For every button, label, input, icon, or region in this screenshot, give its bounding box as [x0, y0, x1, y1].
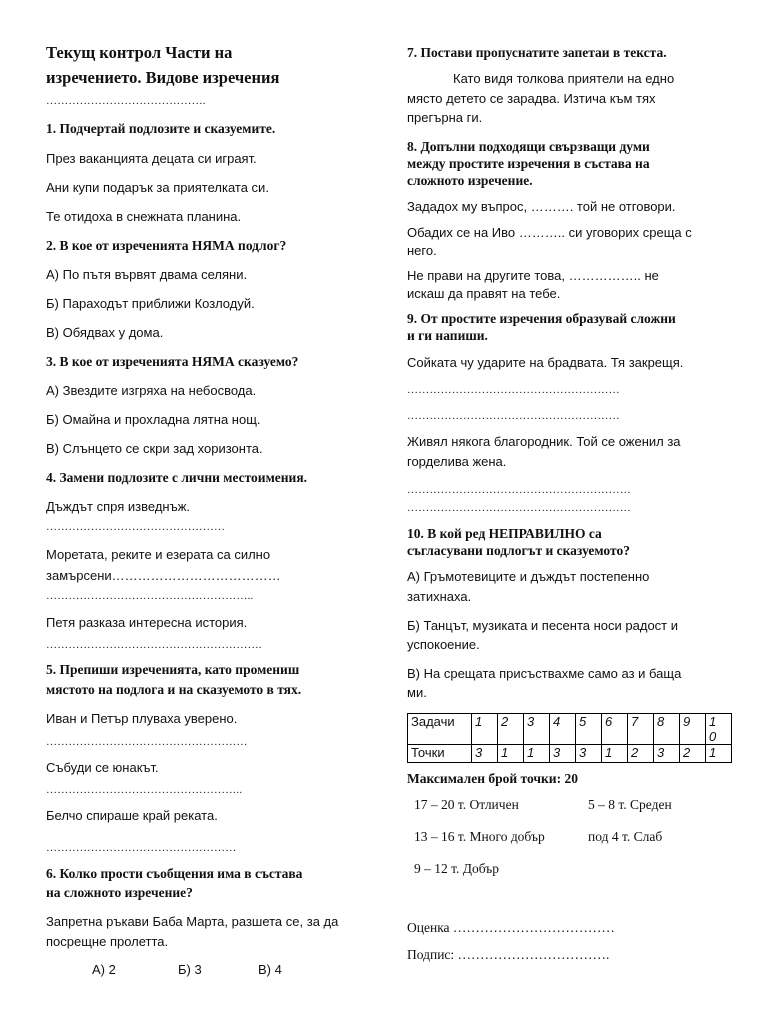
q6-option-b[interactable]: Б) 3 — [178, 962, 202, 977]
q9-answer-line-4[interactable]: …………………………………………………… — [407, 502, 631, 514]
q5-answer-line-2[interactable]: …………………………………………….. — [46, 784, 243, 796]
q6-text-line1: Запретна ръкави Баба Марта, разшета се, за да — [46, 914, 339, 929]
q1-item-3: Те отидоха в снежната планина. — [46, 209, 242, 224]
q4-sentence-2-line1: Моретата, реките и езерата са силно — [46, 547, 271, 562]
q5-sentence-2: Събуди се юнакът. — [46, 760, 159, 775]
task-points: 3 — [550, 745, 576, 763]
q9-sentence-1: Сойката чу ударите на брадвата. Тя закрещя. — [407, 355, 684, 370]
q3-option-a: А) Звездите изгряха на небосвода. — [46, 383, 257, 398]
q6-text-line2: посрещне пролетта. — [46, 934, 169, 949]
tasks-label: Задачи — [408, 714, 472, 745]
q4-heading: 4. Замени подлозите с лични местоимения. — [46, 470, 308, 485]
q9-answer-line-2[interactable]: ………………………………………………… — [407, 410, 620, 422]
q8-sentence-2-line2: него. — [407, 243, 437, 258]
q1-item-2: Ани купи подарък за приятелката си. — [46, 180, 269, 195]
q4-sentence-3: Петя разказа интересна история. — [46, 615, 248, 630]
q5-sentence-3: Белчо спираше край реката. — [46, 808, 218, 823]
q5-sentence-1: Иван и Петър плуваха уверено. — [46, 711, 238, 726]
task-number: 1 0 — [706, 714, 732, 745]
q8-sentence-3-line1: Не прави на другите това, …………….. не — [407, 268, 659, 283]
q5-answer-line-1[interactable]: ……………………………………………… — [46, 736, 248, 748]
q7-text-line1: Като видя толкова приятели на едно — [453, 71, 675, 86]
grade-very-good: 13 – 16 т. Много добър — [414, 829, 545, 844]
q7-text-line2: място детето се зарадва. Изтича към тях — [407, 91, 656, 106]
grade-poor: под 4 т. Слаб — [588, 829, 663, 844]
q4-answer-line-1[interactable]: ………………………………………… — [46, 521, 226, 533]
score-table-tasks-row — [408, 714, 732, 745]
task-number: 2 — [498, 714, 524, 745]
task-points: 3 — [472, 745, 498, 763]
task-points: 1 — [602, 745, 628, 763]
q8-heading-line2: между простите изречения в състава на — [407, 156, 650, 171]
q10-option-c-line2: ми. — [407, 685, 427, 700]
task-number: 5 — [576, 714, 602, 745]
task-points: 2 — [680, 745, 706, 763]
task-number: 8 — [654, 714, 680, 745]
q4-sentence-2-line2: замърсени………………………………… — [46, 568, 281, 583]
q5-heading-line2: мястото на подлога и на сказуемото в тях. — [46, 682, 302, 697]
q6-option-a[interactable]: А) 2 — [92, 962, 116, 977]
page-title-line2: изречението. Видове изречения — [46, 68, 280, 87]
q8-heading-line1: 8. Допълни подходящи свързващи думи — [407, 139, 650, 154]
q4-answer-line-3[interactable]: …………………………………………………. — [46, 639, 262, 651]
grade-average: 5 – 8 т. Среден — [588, 797, 672, 812]
task-points: 3 — [576, 745, 602, 763]
q9-answer-line-3[interactable]: …………………………………………………… — [407, 484, 631, 496]
task-number: 6 — [602, 714, 628, 745]
task-points: 1 — [524, 745, 550, 763]
q2-option-a: А) По пътя вървят двама селяни. — [46, 267, 248, 282]
q3-option-b: Б) Омайна и прохладна лятна нощ. — [46, 412, 261, 427]
task-number: 9 — [680, 714, 706, 745]
q2-heading: 2. В кое от изреченията НЯМА подлог? — [46, 238, 287, 253]
q10-option-a-line2: затихнаха. — [407, 589, 472, 604]
q2-option-b: Б) Параходът приближи Козлодуй. — [46, 296, 255, 311]
task-number: 1 — [472, 714, 498, 745]
task-number: 7 — [628, 714, 654, 745]
q10-option-b-line1: Б) Танцът, музиката и песента носи радост и — [407, 618, 679, 633]
max-points: Максимален брой точки: 20 — [407, 771, 578, 786]
q8-sentence-3-line2: искаш да правят на тебе. — [407, 286, 561, 301]
q9-heading-line1: 9. От простите изречения образувай сложни — [407, 311, 676, 326]
q6-option-c[interactable]: В) 4 — [258, 962, 282, 977]
q5-heading-line1: 5. Препиши изреченията, като промениш — [46, 662, 300, 677]
q8-sentence-1: Зададох му въпрос, ………. той не отговори. — [407, 199, 676, 214]
q9-sentence-2-line2: горделива жена. — [407, 454, 507, 469]
q4-sentence-1: Дъждът спря изведнъж. — [46, 499, 191, 514]
q4-answer-line-2[interactable]: ……………………………………………….. — [46, 590, 254, 602]
page-title-line1: Текущ контрол Части на — [46, 43, 233, 62]
q5-answer-line-3[interactable]: …………………………………………… — [46, 842, 237, 854]
task-points: 3 — [654, 745, 680, 763]
q3-heading: 3. В кое от изреченията НЯМА сказуемо? — [46, 354, 299, 369]
q10-heading-line2: съгласувани подлогът и сказуемото? — [407, 543, 630, 558]
q7-heading: 7. Постави пропуснатите запетаи в текста. — [407, 45, 667, 60]
grade-excellent: 17 – 20 т. Отличен — [414, 797, 519, 812]
q6-heading-line2: на сложното изречение? — [46, 885, 193, 900]
title-dots: ……………………………………. — [46, 95, 206, 107]
task-number: 4 — [550, 714, 576, 745]
q2-option-c: В) Обядвах у дома. — [46, 325, 164, 340]
score-table — [407, 713, 732, 763]
q9-heading-line2: и ги напиши. — [407, 328, 488, 343]
q10-option-b-line2: успокоение. — [407, 637, 480, 652]
q10-heading-line1: 10. В кой ред НЕПРАВИЛНО са — [407, 526, 602, 541]
task-points: 1 — [706, 745, 732, 763]
q1-item-1: През ваканцията децата си играят. — [46, 151, 257, 166]
q1-heading: 1. Подчертай подлозите и сказуемите. — [46, 121, 276, 136]
task-points: 2 — [628, 745, 654, 763]
q3-option-c: В) Слънцето се скри зад хоризонта. — [46, 441, 263, 456]
task-points: 1 — [498, 745, 524, 763]
q8-heading-line3: сложното изречение. — [407, 173, 533, 188]
q6-heading-line1: 6. Колко прости съобщения има в състава — [46, 866, 303, 881]
q10-option-a-line1: А) Гръмотевиците и дъждът постепенно — [407, 569, 650, 584]
q9-answer-line-1[interactable]: ………………………………………………… — [407, 384, 620, 396]
score-table-points-row — [408, 745, 732, 763]
task-number: 3 — [524, 714, 550, 745]
grade-field[interactable]: Оценка ……………………………… — [407, 920, 615, 935]
q10-option-c-line1: В) На срещата присъствахме само аз и баща — [407, 666, 682, 681]
q8-sentence-2-line1: Обадих се на Иво ……….. си уговорих среща с — [407, 225, 692, 240]
points-label: Точки — [408, 745, 472, 763]
q9-sentence-2-line1: Живял някога благородник. Той се оженил за — [407, 434, 681, 449]
grade-good: 9 – 12 т. Добър — [414, 861, 499, 876]
signature-field[interactable]: Подпис: ……………………………. — [407, 947, 610, 962]
q7-text-line3: прегърна ги. — [407, 110, 483, 125]
